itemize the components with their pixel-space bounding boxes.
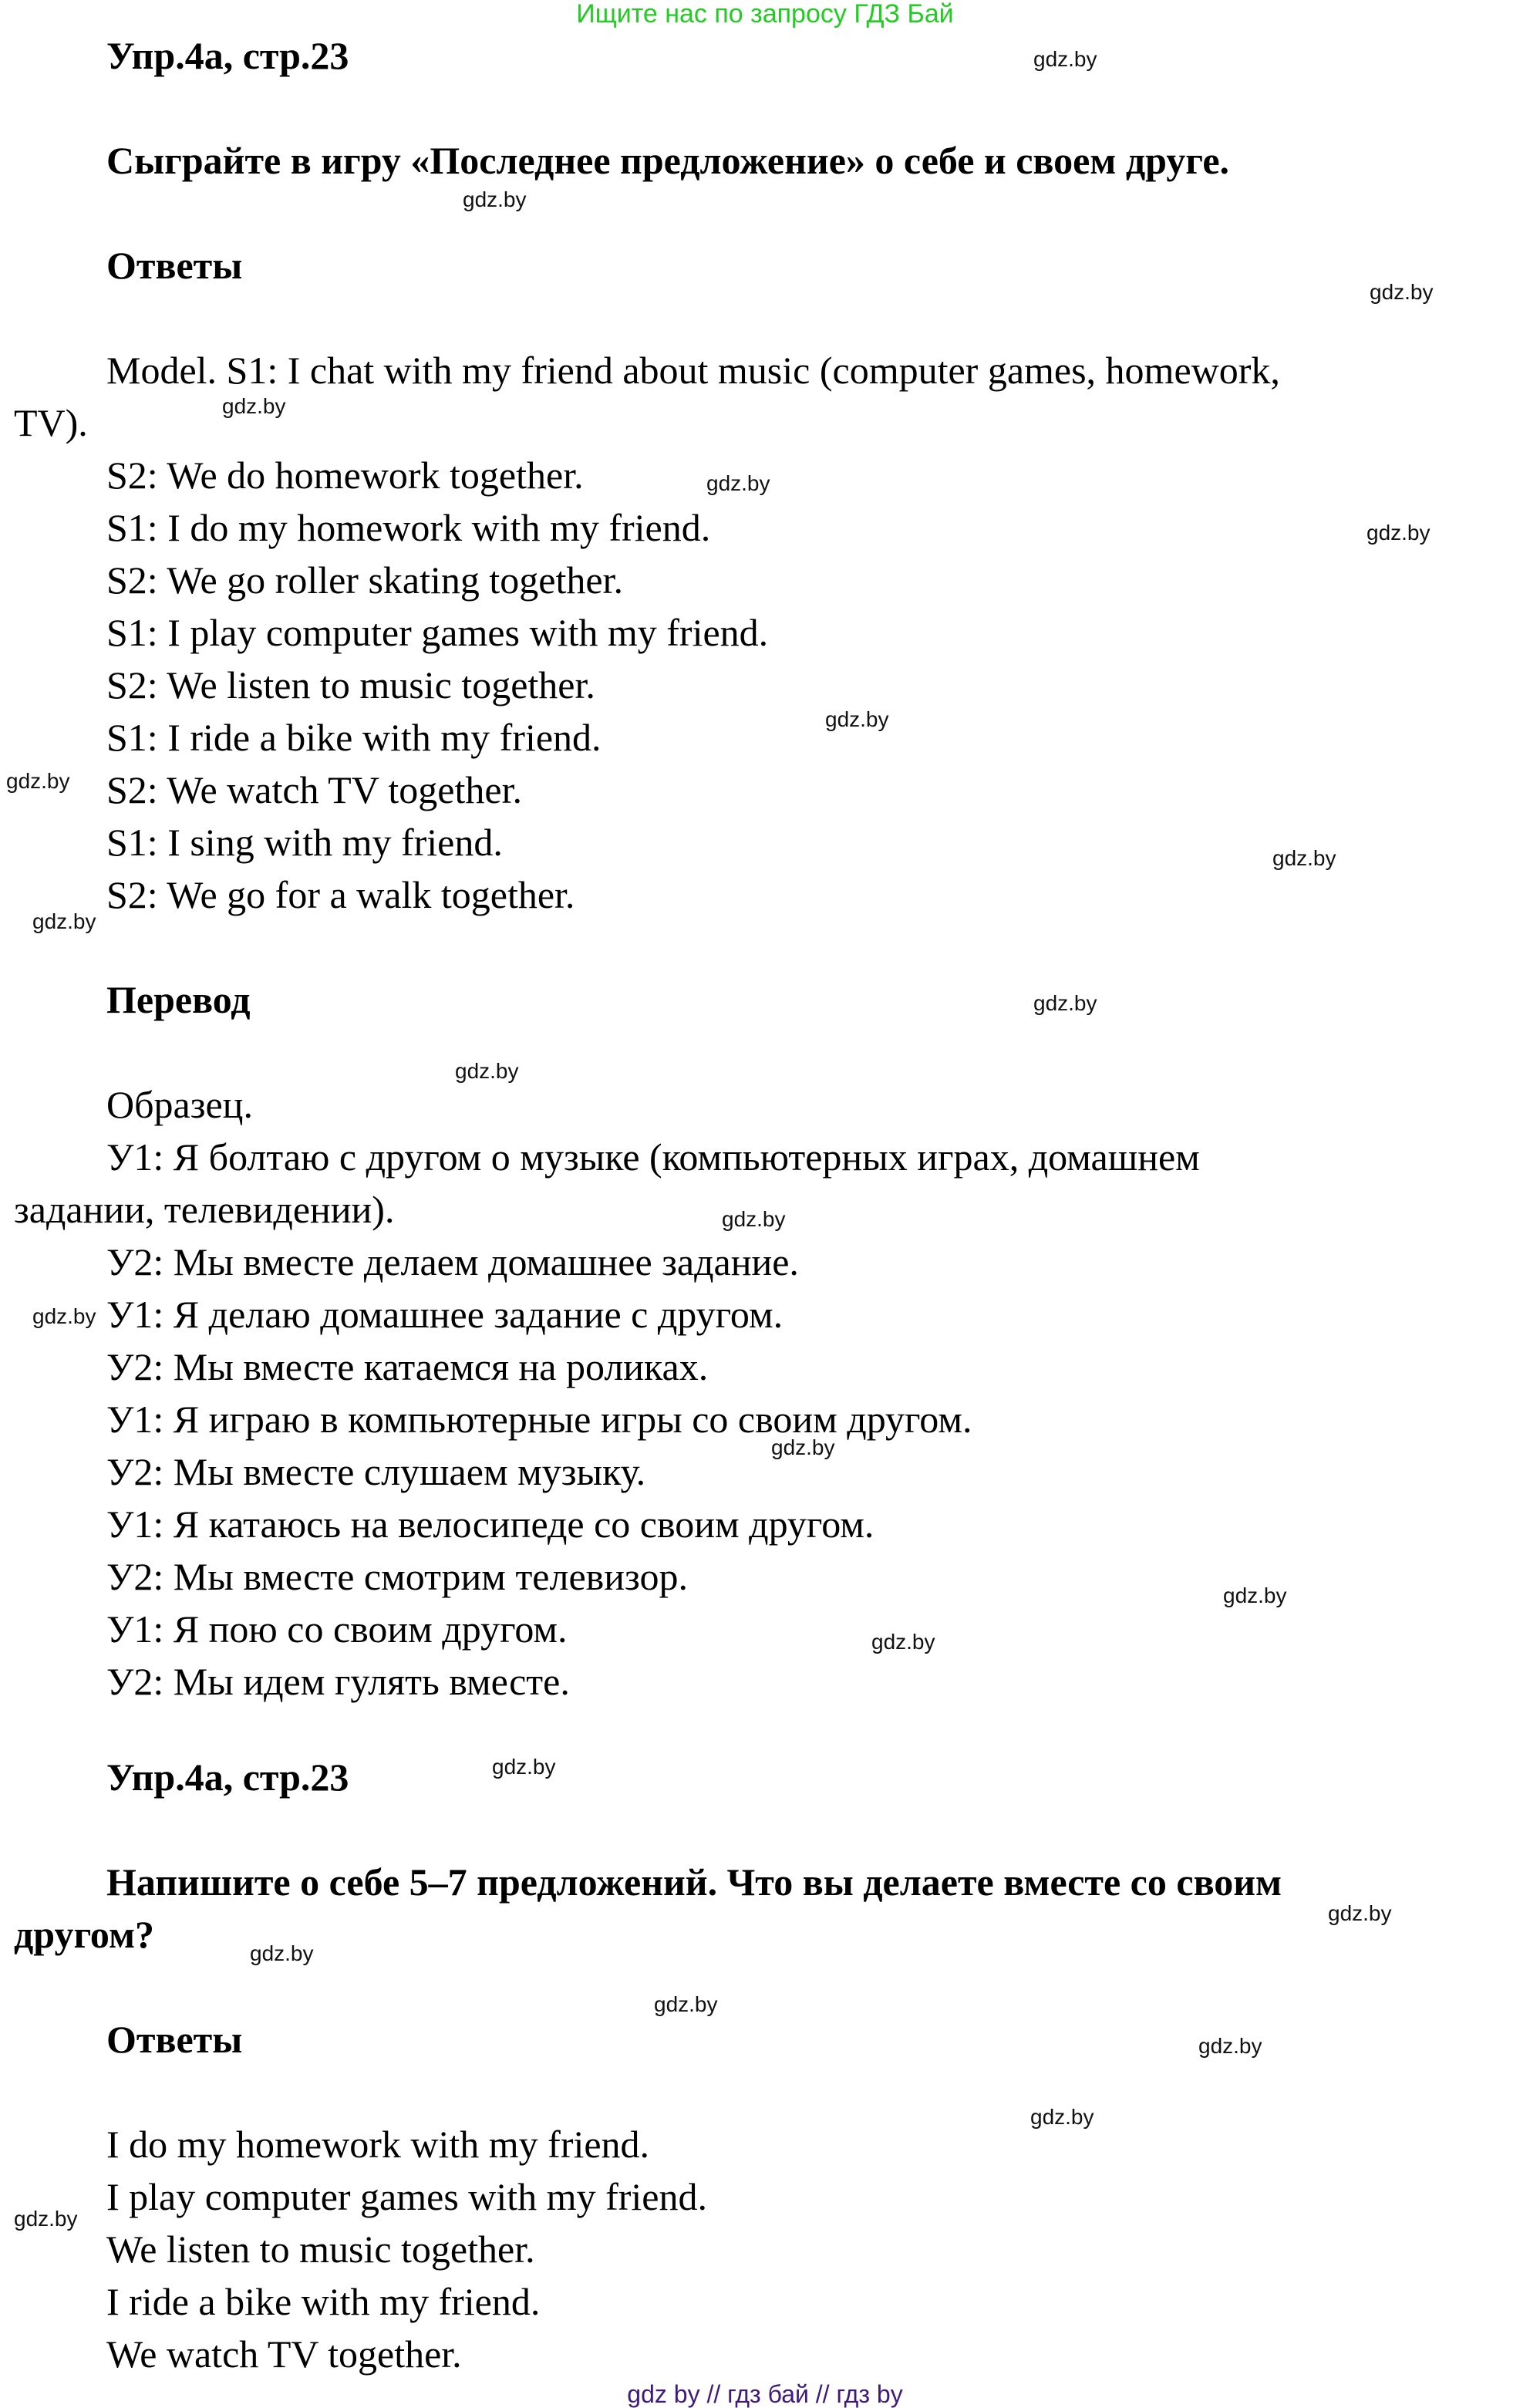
- translation-line-1: [14, 1135, 1530, 1179]
- model-line-1-text: Model. S1: I chat with my friend about music (computer games, homework,: [106, 349, 1280, 392]
- translation-line: У2: Мы вместе делаем домашнее задание.: [106, 1240, 799, 1283]
- translation-line: У2: Мы вместе смотрим телевизор.: [106, 1555, 688, 1598]
- watermark: gdz.by: [771, 1435, 835, 1459]
- exercise1-task: Сыграйте в игру «Последнее предложение» о себе и своем друге.: [106, 139, 1230, 182]
- search-banner[interactable]: Ищите нас по запросу ГДЗ Бай: [576, 0, 954, 29]
- answer-line: S1: I do my homework with my friend.: [106, 506, 711, 549]
- watermark: gdz.by: [250, 1941, 314, 1965]
- exercise2-title: Упр.4а, стр.23: [106, 1755, 349, 1799]
- watermark: gdz.by: [1033, 991, 1097, 1015]
- translation-line: У2: Мы вместе катаемся на роликах.: [106, 1345, 709, 1388]
- watermark: gdz.by: [722, 1207, 786, 1231]
- watermark: gdz.by: [6, 769, 70, 793]
- watermark: gdz.by: [706, 471, 770, 495]
- answer-line: I ride a bike with my friend.: [106, 2280, 541, 2323]
- watermark: gdz.by: [222, 394, 286, 418]
- watermark: gdz.by: [1367, 521, 1431, 545]
- watermark: gdz.by: [463, 187, 527, 211]
- translation-line-1-text: У1: Я болтаю с другом о музыке (компьютерных играх, домашнем: [106, 1135, 1200, 1179]
- answer-line: S2: We do homework together.: [106, 454, 584, 497]
- answer-line: We listen to music together.: [106, 2228, 535, 2271]
- watermark: gdz.by: [14, 2207, 78, 2231]
- answer-line: I do my homework with my friend.: [106, 2123, 650, 2166]
- watermark: gdz.by: [1030, 2105, 1094, 2129]
- answer-line: S2: We watch TV together.: [106, 768, 522, 811]
- exercise2-answers-heading: Ответы: [106, 2018, 243, 2061]
- translation-model: Образец.: [106, 1083, 253, 1126]
- watermark: gdz.by: [1223, 1583, 1287, 1607]
- watermark: gdz.by: [1370, 280, 1434, 304]
- answer-line: S1: I play computer games with my friend.: [106, 611, 769, 654]
- answer-line: We watch TV together.: [106, 2332, 462, 2376]
- translation-heading: Перевод: [106, 978, 251, 1021]
- watermark: gdz.by: [871, 1630, 935, 1654]
- exercise1-model-line-2: TV).: [14, 401, 88, 444]
- exercise2-task-line-1-text: Напишите о себе 5–7 предложений. Что вы делаете вместе со своим: [106, 1860, 1282, 1904]
- watermark: gdz.by: [1033, 47, 1097, 71]
- translation-line: У1: Я пою со своим другом.: [106, 1607, 568, 1651]
- answer-line: S2: We listen to music together.: [106, 663, 595, 707]
- translation-line: У1: Я играю в компьютерные игры со своим другом.: [106, 1398, 972, 1441]
- watermark: gdz.by: [455, 1059, 519, 1083]
- answer-line: S1: I sing with my friend.: [106, 821, 503, 864]
- translation-line: У1: Я делаю домашнее задание с другом.: [106, 1293, 784, 1336]
- exercise1-answers-heading: Ответы: [106, 244, 243, 287]
- watermark: gdz.by: [1272, 846, 1336, 870]
- watermark: gdz.by: [654, 1992, 718, 2016]
- answer-line: S2: We go roller skating together.: [106, 558, 623, 602]
- watermark: gdz.by: [492, 1755, 556, 1779]
- exercise2-task-line-1: [14, 1860, 1530, 1904]
- watermark: gdz.by: [1328, 1901, 1392, 1925]
- translation-line: У2: Мы вместе слушаем музыку.: [106, 1450, 646, 1493]
- footer-links[interactable]: gdz by // гдз бай // гдз by: [627, 2380, 903, 2408]
- exercise2-task-line-2: другом?: [14, 1913, 155, 1956]
- answer-line: I play computer games with my friend.: [106, 2175, 707, 2218]
- watermark: gdz.by: [1198, 2034, 1262, 2058]
- translation-line: У2: Мы идем гулять вместе.: [106, 1660, 570, 1703]
- exercise1-model-line-1: [14, 349, 1530, 392]
- answer-line: S2: We go for a walk together.: [106, 873, 575, 916]
- translation-line-2: задании, телевидении).: [14, 1188, 395, 1231]
- watermark: gdz.by: [825, 707, 889, 731]
- exercise1-title: Упр.4а, стр.23: [106, 34, 349, 77]
- watermark: gdz.by: [32, 1304, 96, 1328]
- watermark: gdz.by: [32, 909, 96, 933]
- answer-line: S1: I ride a bike with my friend.: [106, 716, 602, 759]
- translation-line: У1: Я катаюсь на велосипеде со своим другом.: [106, 1502, 875, 1546]
